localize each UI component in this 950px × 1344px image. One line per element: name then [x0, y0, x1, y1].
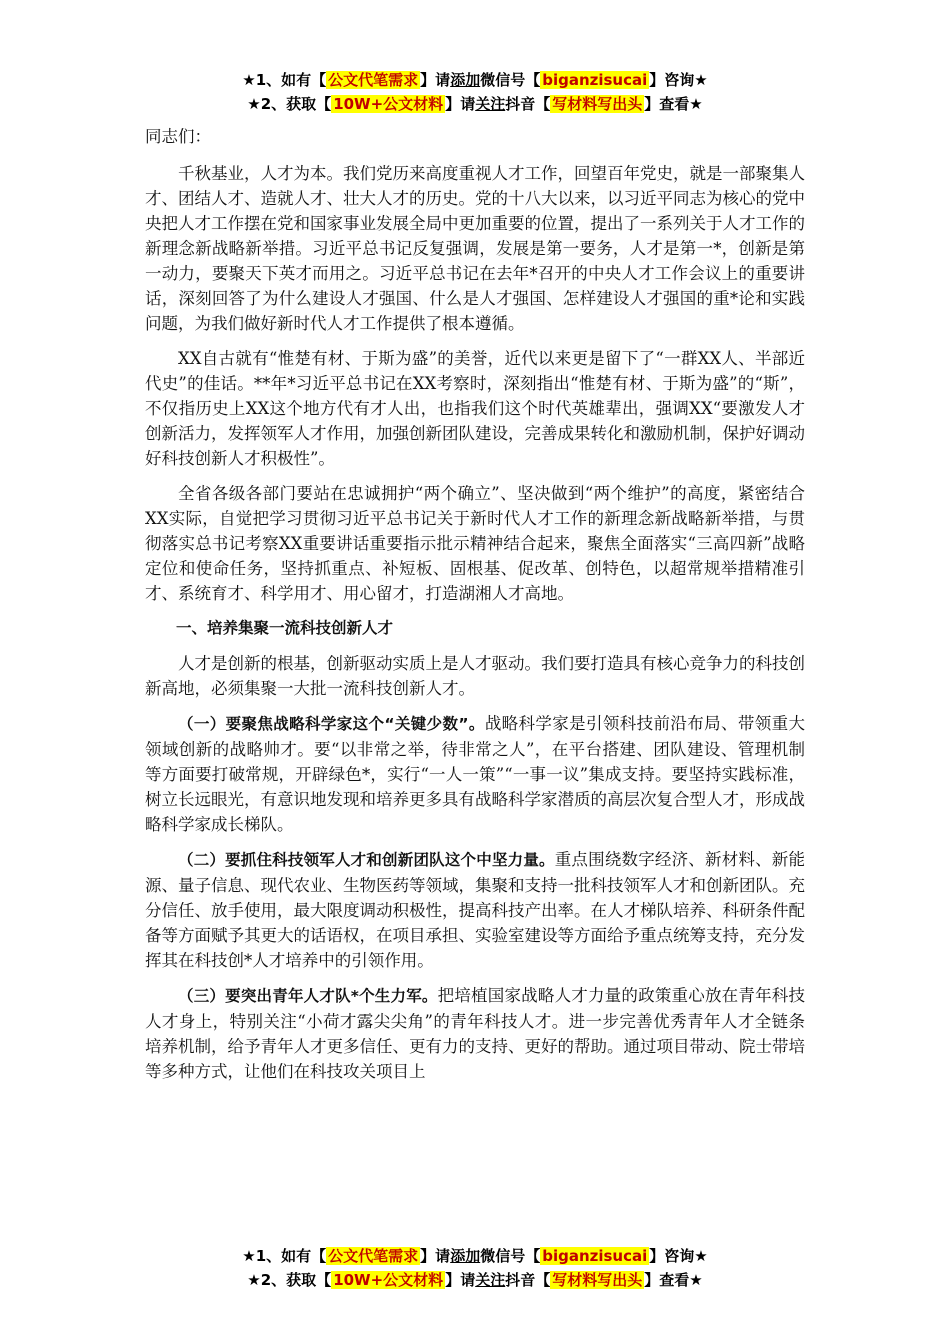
banner-text: 】咨询★	[649, 1247, 708, 1265]
subsection-body: 把培植国家战略人才力量的政策重心放在青年科技人才身上，特别关注“小荷才露尖尖角”的青年科技人才。进一步完善优秀青年人才全链条培养机制，给予青年人才更多信任、更有力的支持、更好的帮助。通过项目带动、院士带培等多种方式，让他们在科技攻关项目上	[145, 986, 806, 1081]
banner-text: ★2、获取【	[247, 1271, 332, 1289]
banner-highlight: 写材料写出头	[552, 1271, 643, 1289]
subsection-body: 战略科学家是引领科技前沿布局、带领重大领域创新的战略帅才。要“以非常之举，待非常之人”，在平台搭建、团队建设、管理机制等方面要打破常规，开辟绿色*，实行“一人一策”“一事一议”集成支持。要坚持实践标准，树立长远眼光，有意识地发现和培养更多具有战略科学家潜质的高层次复合型人才，形成战略科学家成长梯队。	[145, 714, 805, 834]
subsection-title: （三）要突出青年人才队*个生力军。	[178, 987, 438, 1005]
banner-highlight: 10W+公文材料	[333, 1271, 444, 1289]
paragraph: 全省各级各部门要站在忠诚拥护“两个确立”、坚决做到“两个维护”的高度，紧密结合XX实际，自觉把学习贯彻习近平总书记关于新时代人才工作的新理念新战略新举措，与贯彻落实总书记考察XX重要讲话重要指示批示精神结合起来，聚焦全面落实“三高四新”战略定位和使命任务，坚持抓重点、补短板、固根基、促改革、创特色，以超常规举措精准引才、系统育才、科学用才、用心留才，打造湖湘人才高地。	[145, 484, 805, 603]
subsection-body: 重点围绕数字经济、新材料、新能源、量子信息、现代农业、生物医药等领域，集聚和支持一批科技领军人才和创新团队。充分信任、放手使用，最大限度调动积极性，提高科技产出率。在人才梯队培养、科研条件配备等方面赋予其更大的话语权，在项目承担、实验室建设等方面给予重点统筹支持，充分发挥其在科技创*人才培养中的引领作用。	[145, 850, 805, 970]
document-body	[145, 124, 805, 1094]
banner-line-1	[0, 68, 950, 92]
banner-underline: 添加	[450, 1247, 481, 1265]
banner-text: ★1、如有【	[242, 71, 327, 89]
banner-highlight: biganzisucai	[542, 1247, 648, 1265]
banner-text: 】请	[420, 1247, 451, 1265]
banner-text: 抖音【	[505, 95, 551, 113]
banner-text: 微信号【	[480, 71, 541, 89]
subsection-paragraph	[145, 983, 805, 1084]
paragraph: 千秋基业，人才为本。我们党历来高度重视人才工作，回望百年党史，就是一部聚集人才、团结人才、造就人才、壮大人才的历史。党的十八大以来，以习近平同志为核心的党中央把人才工作摆在党和国家事业发展全局中更加重要的位置，提出了一系列关于人才工作的新理念新战略新举措。习近平总书记反复强调，发展是第一要务，人才是第一*，创新是第一动力，要聚天下英才而用之。习近平总书记在去年*召开的中央人才工作会议上的重要讲话，深刻回答了为什么建设人才强国、什么是人才强国、怎样建设人才强国的重*论和实践问题，为我们做好新时代人才工作提供了根本遵循。	[145, 164, 805, 333]
subsection-paragraph	[145, 711, 805, 837]
banner-underline: 关注	[475, 1271, 506, 1289]
banner-underline: 关注	[475, 95, 506, 113]
banner-line-1	[0, 1244, 950, 1268]
banner-text: 抖音【	[505, 1271, 551, 1289]
paragraph: XX自古就有“惟楚有材、于斯为盛”的美誉，近代以来更是留下了“一群XX人、半部近代史”的佳话。**年*习近平总书记在XX考察时，深刻指出“惟楚有材、于斯为盛”的“斯”，不仅指历史上XX这个地方代有才人出，也指我们这个时代英雄辈出，强调XX“要激发人才创新活力，发挥领军人才作用，加强创新团队建设，完善成果转化和激励机制，保护好调动好科技创新人才积极性”。	[145, 349, 805, 468]
banner-line-2	[0, 1268, 950, 1292]
banner-highlight: 公文代笔需求	[328, 1247, 419, 1265]
banner-highlight: 写材料写出头	[552, 95, 643, 113]
banner-text: ★1、如有【	[242, 1247, 327, 1265]
paragraph: 人才是创新的根基，创新驱动实质上是人才驱动。我们要打造具有核心竞争力的科技创新高地，必须集聚一大批一流科技创新人才。	[145, 654, 805, 698]
banner-highlight: biganzisucai	[542, 71, 648, 89]
banner-highlight: 公文代笔需求	[328, 71, 419, 89]
subsection-title: （一）要聚焦战略科学家这个“关键少数”。	[178, 715, 485, 733]
banner-text: 】咨询★	[649, 71, 708, 89]
bottom-banner	[0, 1244, 950, 1292]
banner-text: ★2、获取【	[247, 95, 332, 113]
banner-text: 微信号【	[480, 1247, 541, 1265]
banner-text: 】请	[445, 95, 476, 113]
greeting: 同志们：	[145, 127, 211, 146]
banner-text: 】查看★	[644, 95, 703, 113]
banner-text: 】请	[420, 71, 451, 89]
subsection-paragraph	[145, 847, 805, 973]
banner-text: 】查看★	[644, 1271, 703, 1289]
banner-underline: 添加	[450, 71, 481, 89]
subsection-title: （二）要抓住科技领军人才和创新团队这个中坚力量。	[178, 851, 555, 869]
top-banner	[0, 68, 950, 116]
banner-line-2	[0, 92, 950, 116]
section-heading: 一、培养集聚一流科技创新人才	[176, 619, 394, 637]
banner-text: 】请	[445, 1271, 476, 1289]
banner-highlight: 10W+公文材料	[333, 95, 444, 113]
